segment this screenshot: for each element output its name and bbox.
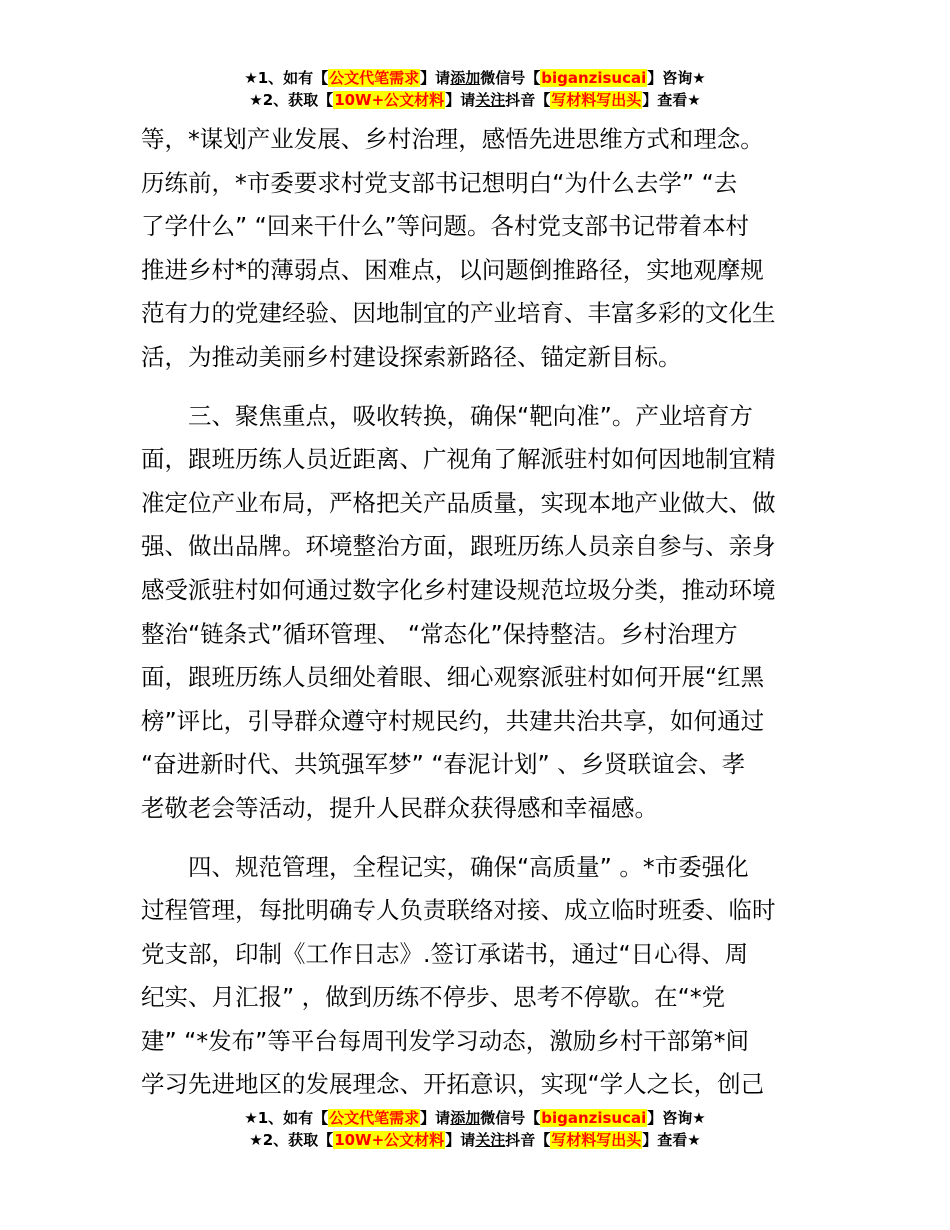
text-line: 学习先进地区的发展理念、开拓意识，实现“学人之长，创己 (141, 1070, 765, 1099)
banner-text-underlined: 添加 (450, 1109, 481, 1127)
banner-text: 】查看★ (642, 91, 701, 109)
paragraph-gap (141, 380, 811, 395)
text-line: 纪实、月汇报” ，做到历练不停步、思考不停歇。在“*党 (141, 983, 726, 1012)
banner-line-2 (0, 1129, 950, 1151)
text-line: 榜”评比，引导群众遵守村规民约，共建共治共享，如何通过 (141, 706, 765, 735)
text-line: “奋进新时代、共筑强军梦” “春泥计划” 、乡贤联谊会、孝 (141, 750, 746, 779)
text-line: 活，为推动美丽乡村建设探索新路径、锚定新目标。 (141, 342, 682, 371)
paragraph-gap (141, 831, 811, 846)
text-line: 建” “*发布”等平台每周刊发学习动态，激励乡村干部第*间 (141, 1026, 749, 1055)
highlight-materials: 10W+公文材料 (334, 91, 445, 109)
text-line: 面，跟班历练人员细处着眼、细心观察派驻村如何开展“红黑 (141, 663, 765, 692)
banner-line-1 (0, 67, 950, 89)
highlight-douyin: 写材料写出头 (551, 1131, 642, 1149)
banner-text: ★1、如有【 (244, 69, 329, 87)
text-line: 强、做出品牌。环境整治方面，跟班历练人员亲自参与、亲身 (141, 532, 776, 561)
text-line: 三、聚焦重点，吸收转换，确保“靶向准”。产业培育方 (188, 401, 753, 430)
text-line: 历练前，*市委要求村党支部书记想明白“为什么去学” “去 (141, 168, 738, 197)
text-line: 面，跟班历练人员近距离、广视角了解派驻村如何因地制宜精 (141, 445, 776, 474)
highlight-douyin: 写材料写出头 (551, 91, 642, 109)
banner-line-2 (0, 89, 950, 111)
banner-line-1 (0, 1107, 950, 1129)
banner-text: 】请 (445, 1131, 476, 1149)
header-banner (0, 67, 950, 111)
banner-text: 微信号【 (480, 69, 541, 87)
banner-text: 微信号【 (480, 1109, 541, 1127)
text-line: 整治“链条式”循环管理、 “常态化”保持整洁。乡村治理方 (141, 619, 738, 648)
banner-text-underlined: 关注 (475, 91, 506, 109)
banner-text: 】咨询★ (647, 69, 706, 87)
document-body (141, 118, 811, 1107)
text-line: 老敬老会等活动，提升人民群众获得感和幸福感。 (141, 793, 658, 822)
text-line: 感受派驻村如何通过数字化乡村建设规范垃圾分类，推动环境 (141, 575, 776, 604)
banner-text: ★2、获取【 (249, 1131, 334, 1149)
highlight-wechat-id: biganzisucai (541, 69, 647, 87)
text-line: 了学什么” “回来干什么”等问题。各村党支部书记带着本村 (141, 212, 749, 241)
paragraph-4 (141, 846, 811, 1108)
highlight-ghostwriting: 公文代笔需求 (329, 69, 420, 87)
text-line: 过程管理，每批明确专人负责联络对接、成立临时班委、临时 (141, 896, 776, 925)
banner-text-underlined: 添加 (450, 69, 481, 87)
banner-text-underlined: 关注 (475, 1131, 506, 1149)
paragraph-3 (141, 395, 811, 831)
banner-text: 】请 (445, 91, 476, 109)
paragraph-2-continued (141, 118, 811, 380)
highlight-ghostwriting: 公文代笔需求 (329, 1109, 420, 1127)
highlight-wechat-id: biganzisucai (541, 1109, 647, 1127)
footer-banner (0, 1107, 950, 1151)
banner-text: ★1、如有【 (244, 1109, 329, 1127)
text-line: 范有力的党建经验、因地制宜的产业培育、丰富多彩的文化生 (141, 299, 776, 328)
text-line: 准定位产业布局，严格把关产品质量，实现本地产业做大、做 (141, 488, 776, 517)
text-line: 四、规范管理，全程记实，确保“高质量” 。*市委强化 (188, 852, 749, 881)
banner-text: 】咨询★ (647, 1109, 706, 1127)
banner-text: 】请 (420, 69, 451, 87)
banner-text: 】查看★ (642, 1131, 701, 1149)
banner-text: 抖音【 (505, 1131, 551, 1149)
banner-text: ★2、获取【 (249, 91, 334, 109)
banner-text: 抖音【 (505, 91, 551, 109)
text-line: 推进乡村*的薄弱点、困难点，以问题倒推路径，实地观摩规 (141, 255, 764, 284)
highlight-materials: 10W+公文材料 (334, 1131, 445, 1149)
banner-text: 】请 (420, 1109, 451, 1127)
text-line: 等，*谋划产业发展、乡村治理，感悟先进思维方式和理念。 (141, 125, 764, 153)
text-line: 党支部，印制《工作日志》.签订承诺书，通过“日心得、周 (141, 939, 749, 968)
